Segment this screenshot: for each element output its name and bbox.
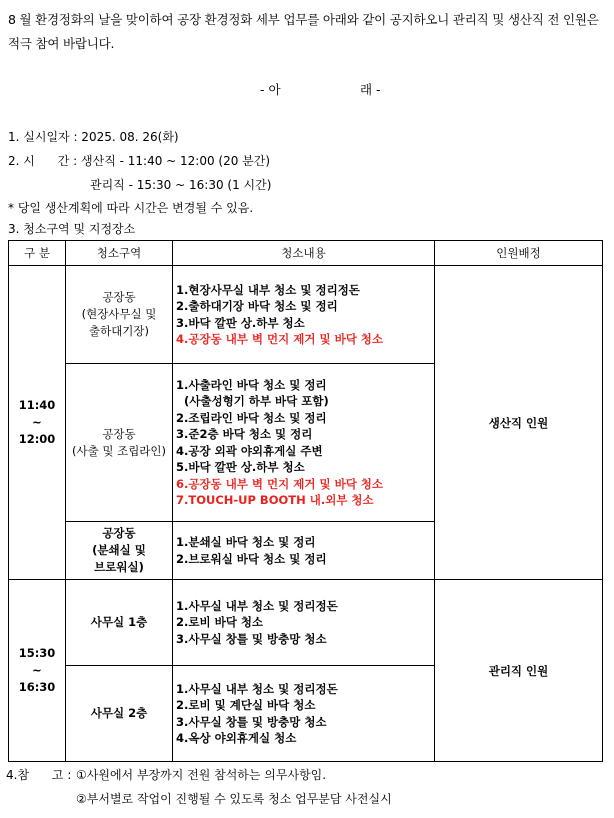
tasks-cell	[173, 580, 435, 666]
task-item: 1.사무실 내부 청소 및 정리정돈	[176, 598, 338, 613]
task-item-highlight: 7.TOUCH-UP BOOTH 내.외부 청소	[176, 493, 374, 507]
time-cell-admin: 15:30 ~ 16:30	[9, 580, 66, 762]
task-item: 3.준2층 바닥 청소 및 정리	[176, 427, 313, 441]
time-line-admin: 관리직 - 15:30 ~ 16:30 (1 시간)	[90, 178, 272, 192]
reference-label: 4.참 고 :	[6, 768, 76, 782]
date-line: 1. 실시일자 : 2025. 08. 26(화)	[8, 130, 179, 144]
header-tasks: 청소내용	[173, 241, 435, 266]
area-cell: 사무실 1층	[66, 580, 173, 666]
assignee-cell-admin: 관리직 인원	[435, 580, 603, 762]
task-item: (사출성형기 하부 바닥 포함)	[176, 394, 329, 408]
table-row	[9, 580, 603, 666]
task-item: 4.공장 외곽 야외휴게실 주변	[176, 443, 323, 458]
task-item: 4.옥상 야외휴게실 청소	[176, 731, 297, 745]
tasks-cell	[173, 266, 435, 364]
task-item-highlight: 4.공장동 내부 벽 먼지 제거 및 바닥 청소	[176, 332, 384, 346]
task-item: 3.사무실 창틀 및 방충망 청소	[176, 631, 327, 646]
task-item: 3.바닥 깔판 상.하부 청소	[176, 315, 305, 330]
intro-paragraph: 8 월 환경정화의 날을 맞이하여 공장 환경정화 세부 업무를 아래와 같이 공지하오니 관리직 및 생산직 전 인원은 적극 참여 바랍니다.	[8, 12, 599, 51]
zones-title: 3. 청소구역 및 지정장소	[8, 222, 136, 236]
tasks-cell	[173, 364, 435, 522]
task-item: 1.사출라인 바닥 청소 및 정리	[176, 377, 327, 392]
schedule-note: * 당일 생산계획에 따라 시간은 변경될 수 있음.	[8, 201, 254, 215]
task-item: 2.로비 바닥 청소	[176, 615, 264, 630]
reference-note-1: ①사원에서 부장까지 전원 참석하는 의무사항임.	[76, 768, 327, 782]
cleaning-table	[8, 240, 603, 762]
task-item: 1.분쇄실 바닥 청소 및 정리	[176, 535, 316, 549]
tasks-cell	[173, 666, 435, 762]
assignee-cell-production: 생산직 인원	[435, 266, 603, 580]
header-division: 구 분	[9, 241, 66, 266]
time-line: 2. 시 간 : 생산직 - 11:40 ~ 12:00 (20 분간)	[8, 154, 271, 168]
task-item: 2.로비 및 계단실 바닥 청소	[176, 698, 316, 712]
notice-heading-left: - 아	[260, 82, 281, 97]
reference-note-2: ②부서별로 작업이 진행될 수 있도록 청소 업무분담 사전실시	[76, 792, 392, 806]
task-item-highlight: 6.공장동 내부 벽 먼지 제거 및 바닥 청소	[176, 476, 384, 491]
area-cell: 공장동 (사출 및 조립라인)	[66, 364, 173, 522]
header-assignee: 인원배정	[435, 241, 603, 266]
task-item: 5.바닥 깔판 상.하부 청소	[176, 460, 305, 474]
notice-heading	[0, 80, 614, 100]
task-item: 3.사무실 창틀 및 방충망 청소	[176, 714, 327, 729]
header-area: 청소구역	[66, 241, 173, 266]
area-cell: 공장동 (현장사무실 및 출하대기장)	[66, 266, 173, 364]
task-item: 1.현장사무실 내부 청소 및 정리정돈	[176, 282, 360, 297]
task-item: 1.사무실 내부 청소 및 정리정돈	[176, 681, 338, 696]
tasks-cell	[173, 522, 435, 580]
task-item: 2.출하대기장 바닥 청소 및 정리	[176, 299, 338, 313]
notice-heading-right: 래 -	[360, 82, 381, 97]
area-cell: 사무실 2층	[66, 666, 173, 762]
area-cell: 공장동 (분쇄실 및 브로워실)	[66, 522, 173, 580]
table-row	[9, 266, 603, 364]
time-cell-production: 11:40 ~ 12:00	[9, 266, 66, 580]
table-header-row	[9, 241, 603, 266]
task-item: 2.브로워실 바닥 청소 및 정리	[176, 551, 327, 566]
task-item: 2.조립라인 바닥 청소 및 정리	[176, 410, 327, 425]
